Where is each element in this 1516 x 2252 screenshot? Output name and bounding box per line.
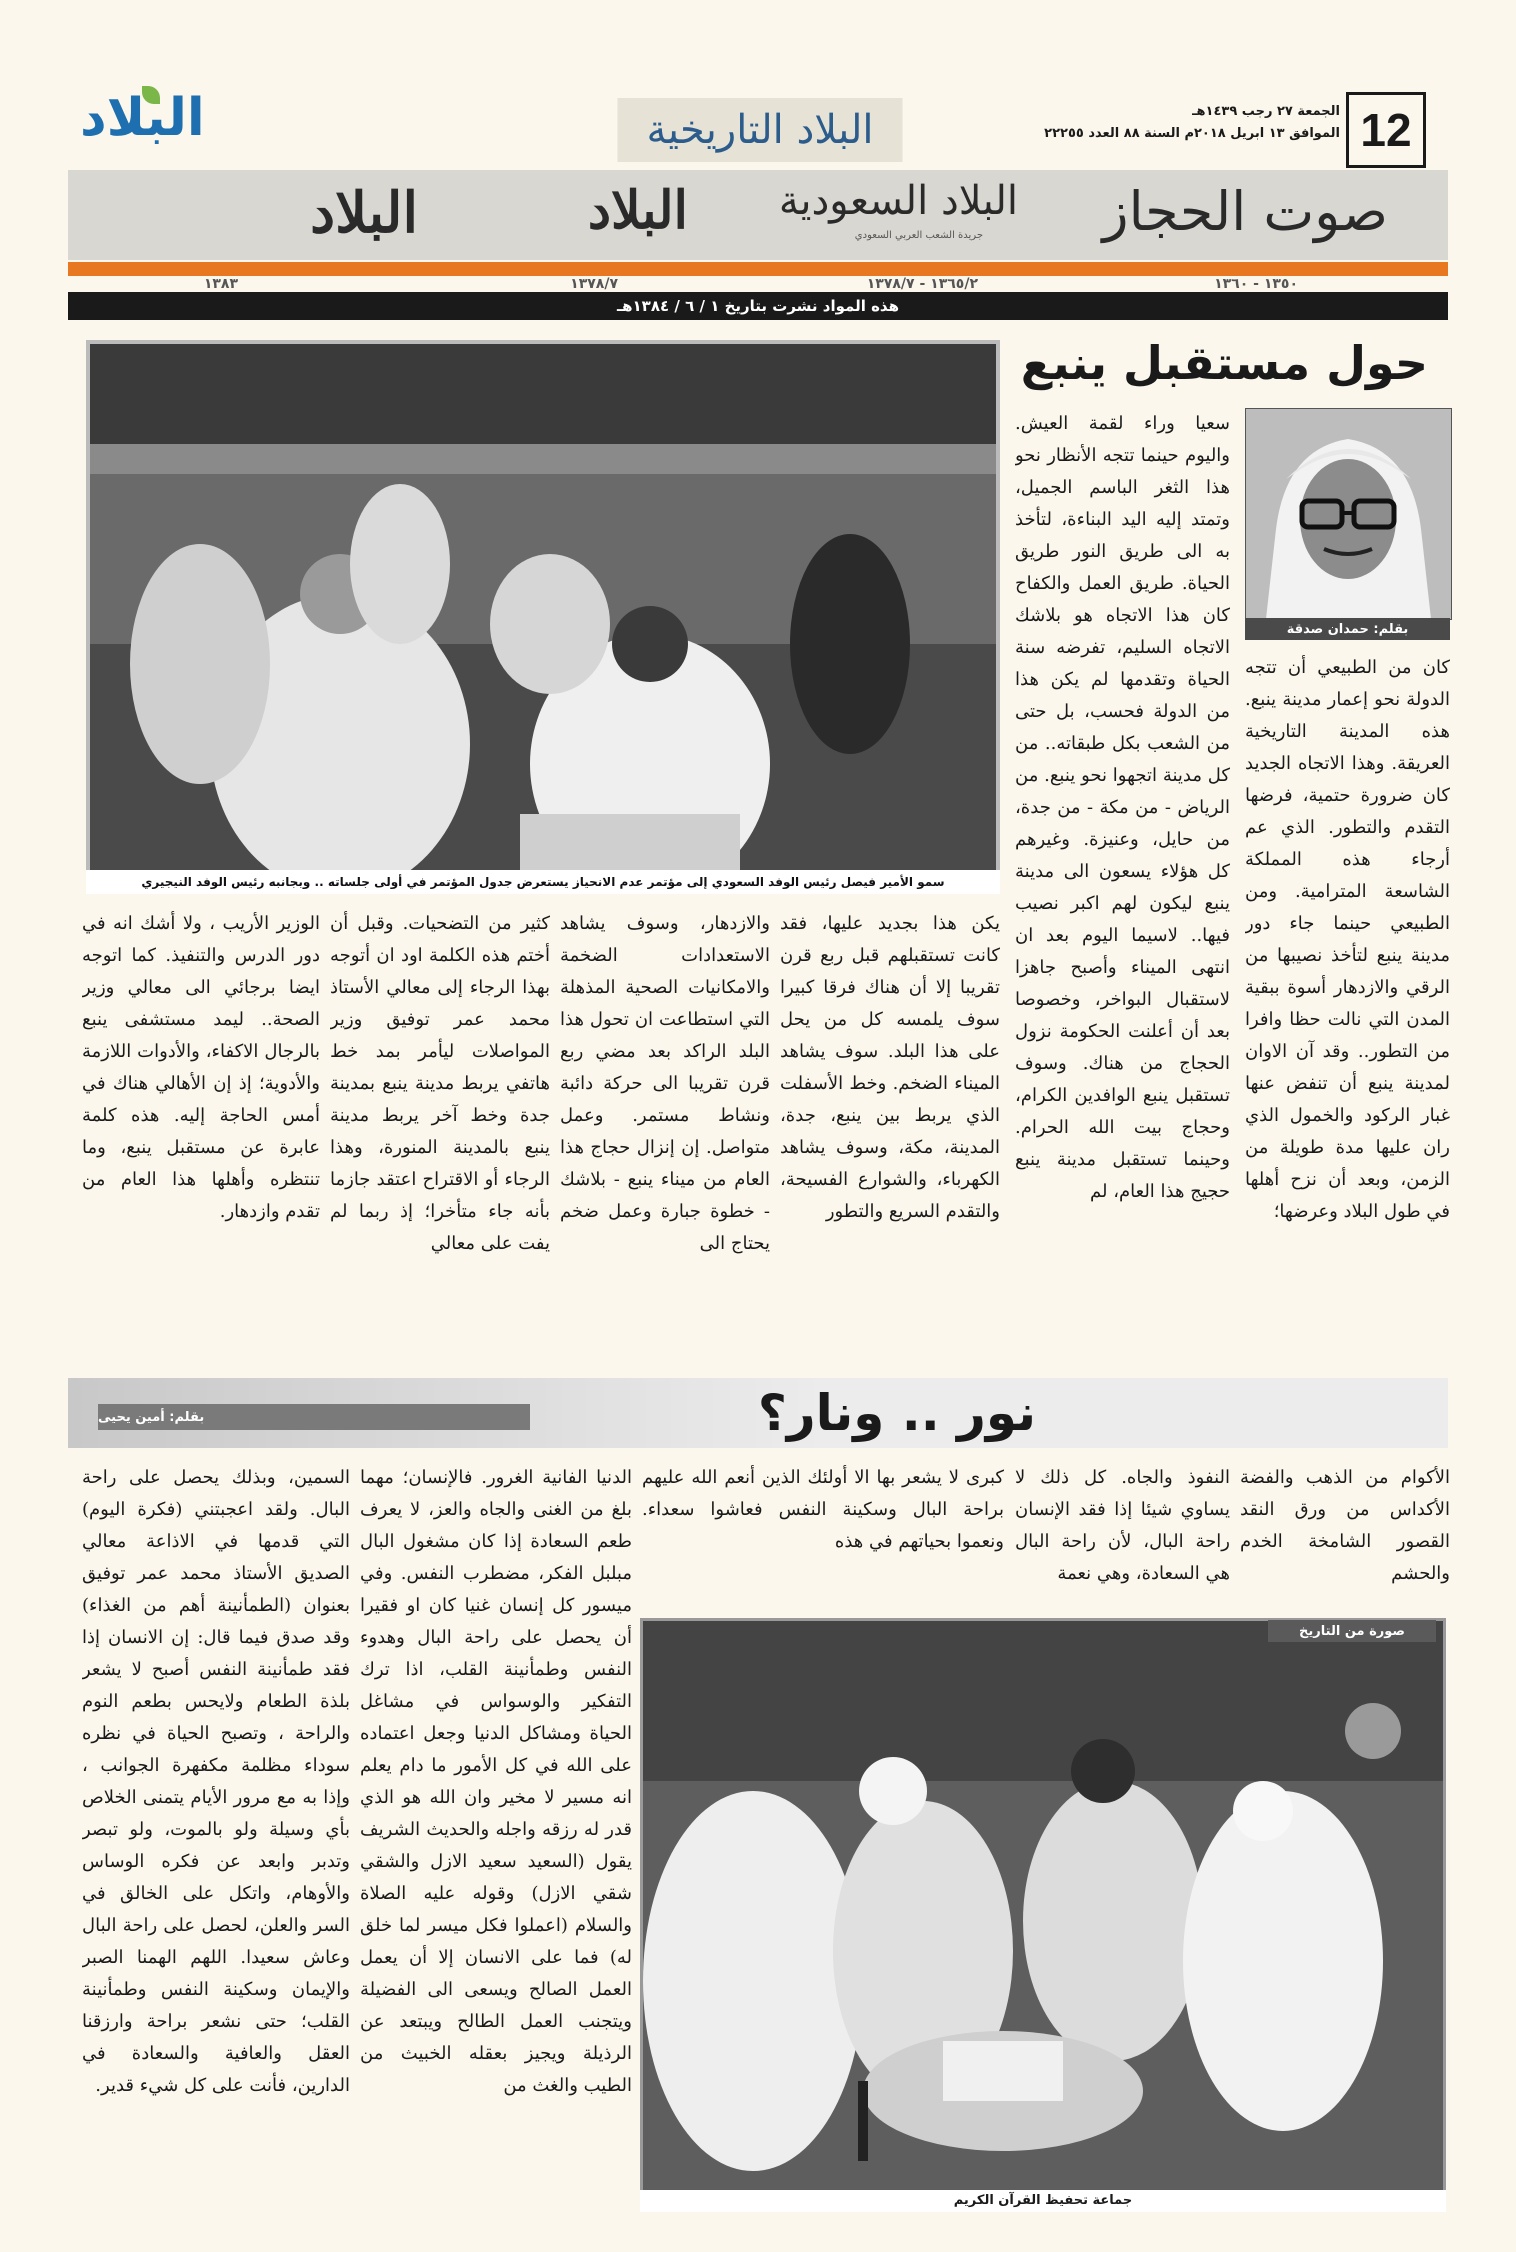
article1-photo (86, 340, 1000, 878)
article2-title: نور .. ونار؟ (757, 1384, 1036, 1442)
article1-column-1 (1245, 652, 1450, 1352)
quran-class-photo-image (643, 1621, 1443, 2191)
article2-byline: بقلم: أمين يحيى (98, 1404, 530, 1430)
masthead-divider (68, 262, 1448, 276)
masthead-title-4: البلاد (310, 180, 418, 246)
article2-column-2 (1015, 1462, 1230, 1612)
article2-photo-label: صورة من التاريخ (1268, 1620, 1436, 1642)
article1-photo-caption: سمو الأمير فيصل رئيس الوفد السعودي إلى مؤتمر عدم الانحياز يستعرض جدول المؤتمر في أولى جلساته .. وبجانبه رئيس الوفد النيجيري (86, 870, 1000, 894)
author-portrait-image (1246, 409, 1451, 619)
article1-column-4 (560, 908, 770, 1352)
article1-column-6-text: الوزير الأريب ، ولا أشك انه في دور الدرس والتنفيذ. كما اتوجه ايضا برجائي الى معالي وزير الصحة.. ليمد مستشفى ينبع بالرجال الاكفاء، والأدوات اللازمة والأدوية؛ إذ إن الأهالي هناك في أمس الحاجة إليه. هذه كلمة عابرة عن مستقبل ينبع، وما تنتظره وأهلها هذا العام من تقدم وازدهار. (82, 913, 320, 1222)
masthead-years-3: ١٣٧٨/٧ (570, 276, 618, 292)
article1-byline: بقلم: حمدان صدقة (1245, 618, 1450, 640)
article2-column-1-text: الأكوام من الذهب والفضة الأكداس من ورق النقد القصور الشامخة الخدم والحشم (1240, 1467, 1450, 1584)
article1-title: حول مستقبل ينبع (1020, 336, 1428, 390)
issue-date-gregorian: الموافق ١٣ ابريل ٢٠١٨م السنة ٨٨ العدد ٢٢٢٥٥ (1044, 126, 1340, 141)
article1-column-1-text: كان من الطبيعي أن تتجه الدولة نحو إعمار مدينة ينبع. هذه المدينة التاريخية العريقة. وهذا الاتجاه الجديد كان ضرورة حتمية، فرضها التقدم والتطور. الذي عم أرجاء هذه المملكة الشاسعة المترامية. ومن الطبيعي حينما جاء دور مدينة ينبع لتأخذ نصيبها من الرقي والازدهار أسوة ببقية المدن التي نالت حظا وافرا من التطور.. وقد آن الاوان لمدينة ينبع أن تنفض عنها غبار الركود والخمول الذي ران عليها مدة طويلة من الزمن، وبعد أن نزح أهلها في طول البلاد وعرضها؛ (1245, 657, 1450, 1222)
masthead-title-2: البلاد السعودية (778, 178, 1018, 224)
masthead-strip (68, 170, 1448, 260)
article1-column-2 (1015, 408, 1230, 1352)
article2-column-5 (82, 1462, 350, 2222)
masthead-years-2: ١٣٦٥/٢ - ١٣٧٨/٧ (866, 276, 978, 292)
masthead-years-1: ١٣٥٠ - ١٣٦٠ (1214, 276, 1298, 292)
article1-column-6 (82, 908, 320, 1352)
article2-column-4-text: الدنيا الفانية الغرور. فالإنسان؛ مهما بلغ من الغنى والجاه والعز، لا يعرف طعم السعادة إذا كان مشغول البال مبلبل الفكر، مضطرب النفس. وفي ميسور كل إنسان غنيا كان او فقيرا أن يحصل على راحة البال وهدوء النفس وطمأنينة القلب، اذا ترك التفكير والوسواس في مشاغل الحياة ومشاكل الدنيا وجعل اعتماده على الله في كل الأمور ما دام يعلم انه مسير لا مخير وان الله هو الذي قدر له رزقه واجله والحديث الشريف يقول (السعيد سعيد الازل والشقي شقي الازل) وقوله عليه الصلاة والسلام (اعملوا فكل ميسر لما خلق له) فما على الانسان إلا أن يعمل العمل الصالح ويسعى الى الفضيلة ويتجنب العمل الطالح ويبتعد عن الرذيلة ويجيز بعقله الخبيث من الطيب والغث من (360, 1467, 632, 2096)
publication-date-banner: هذه المواد نشرت بتاريخ ١ / ٦ / ١٣٨٤هـ (68, 292, 1448, 320)
article2-photo (640, 1618, 1446, 2194)
article1-column-3-text: يكن هذا بجديد عليها، فقد كانت تستقبلهم قبل ربع قرن تقريبا إلا أن هناك فرقا كبيرا سوف يلمسه كل من يحل على هذا البلد. سوف يشاهد الميناء الضخم. وخط الأسفلت الذي يربط بين ينبع، جدة، المدينة، مكة، وسوف يشاهد الكهرباء، والشوارع الفسيحة، والتقدم السريع والتطور (780, 913, 1000, 1222)
article1-column-3 (780, 908, 1000, 1352)
issue-date-hijri: الجمعة ٢٧ رجب ١٤٣٩هـ (1192, 104, 1340, 119)
article1-column-2-text: سعيا وراء لقمة العيش. واليوم حينما تتجه الأنظار نحو هذا الثغر الباسم الجميل، وتمتد إليه اليد البناءة، لتأخذ به الى طريق النور طريق الحياة. طريق العمل والكفاح كان هذا الاتجاه هو بلاشك الاتجاه السليم، تفرضه سنة الحياة وتقدمها لم يكن هذا من الدولة فحسب، بل حتى من الشعب بكل طبقاته.. من كل مدينة اتجهوا نحو ينبع. من الرياض - من مكة - من جدة، من حايل، وعنيزة. وغيرهم كل هؤلاء يسعون الى مدينة ينبع ليكون لهم اكبر نصيب فيها.. لاسيما اليوم بعد ان انتهى الميناء وأصبح جاهزا لاستقبال البواخر، وخصوصا بعد أن أعلنت الحكومة نزول الحجاج من هناك. وسوف تستقبل ينبع الوافدين الكرام، وحجاج بيت الله الحرام. وحينما تستقبل مدينة ينبع حجيج هذا العام، لم (1015, 413, 1230, 1202)
article1-column-5 (330, 908, 550, 1352)
masthead-subtitle-2: جريدة الشعب العربي السعودي (854, 230, 983, 241)
article2-column-1 (1240, 1462, 1450, 1612)
article2-column-4 (360, 1462, 632, 2222)
article1-column-4-text: والازدهار، وسوف يشاهد الاستعدادات الضخمة والامكانيات الصحية المذهلة التي استطاعت ان تحول هذا البلد الراكد بعد مضي ربع قرن تقريبا الى حركة دائبة ونشاط مستمر. وعمل متواصل. إن إنزال حجاج هذا العام من ميناء ينبع - بلاشك - خطوة جبارة وعمل ضخم يحتاج الى (560, 913, 770, 1254)
article2-column-2-text: النفوذ والجاه. كل ذلك لا يساوي شيئا إذا فقد الإنسان راحة البال، لأن راحة البال هي السعادة، وهي نعمة (1015, 1467, 1230, 1584)
masthead-title-3: البلاد (587, 180, 688, 241)
masthead-title-1: صوت الحجاز (1102, 180, 1388, 243)
conference-photo-image (90, 344, 996, 874)
section-logo: البلاد التاريخية (605, 98, 915, 162)
article2-column-5-text: السمين، وبذلك يحصل على راحة البال. ولقد اعجبتني (فكرة اليوم) التي قدمها في الاذاعة معالي الصديق الأستاذ محمد عمر توفيق بعنوان (الطمأنينة أهم من الغذاء) وقد صدق فيما قال: إن الانسان إذا فقد طمأنينة النفس أصبح لا يشعر بلذة الطعام ولايحس بطعم النوم والراحة ، وتصبح الحياة في نظره سوداء مظلمة مكفهرة الجوانب ، وإذا به مع مرور الأيام يتمنى الخلاص بأي وسيلة ولو بالموت، ولو تبصر وتدبر وابعد عن فكره الوساس والأوهام، واتكل على الخالق في السر والعلن، لحصل على راحة البال وعاش سعيدا. اللهم الهمنا الصبر والإيمان وسكينة النفس وطمأنينة القلب؛ حتى نشعر براحة وارزقنا العقل والعافية والسعادة في الدارين، فأنت على كل شيء قدير. (82, 1467, 350, 2096)
article2-column-3-text: كبرى لا يشعر بها الا أولئك الذين أنعم الله عليهم براحة البال وسكينة النفس فعاشوا سعداء. ونعموا بحياتهم في هذه (642, 1467, 1004, 1552)
masthead-years-4: ١٣٨٣ (203, 276, 238, 292)
article2-column-3 (642, 1462, 1004, 1612)
article1-column-5-text: كثير من التضحيات. وقبل أن أختم هذه الكلمة اود ان أتوجه بهذا الرجاء إلى معالي الأستاذ محمد عمر توفيق وزير المواصلات ليأمر بمد خط هاتفي يربط مدينة ينبع بمدينة جدة وخط آخر يربط مدينة ينبع بالمدينة المنورة، وهذا الرجاء أو الاقتراح اعتقد جازما بأنه جاء متأخرا؛ إذ ربما لم يفت على معالي (330, 913, 550, 1254)
author-portrait (1245, 408, 1452, 620)
brand-logo: البلاد (80, 88, 205, 148)
article2-photo-caption: جماعة تحفيظ القرآن الكريم (640, 2190, 1446, 2212)
page-number: 12 (1346, 92, 1426, 168)
